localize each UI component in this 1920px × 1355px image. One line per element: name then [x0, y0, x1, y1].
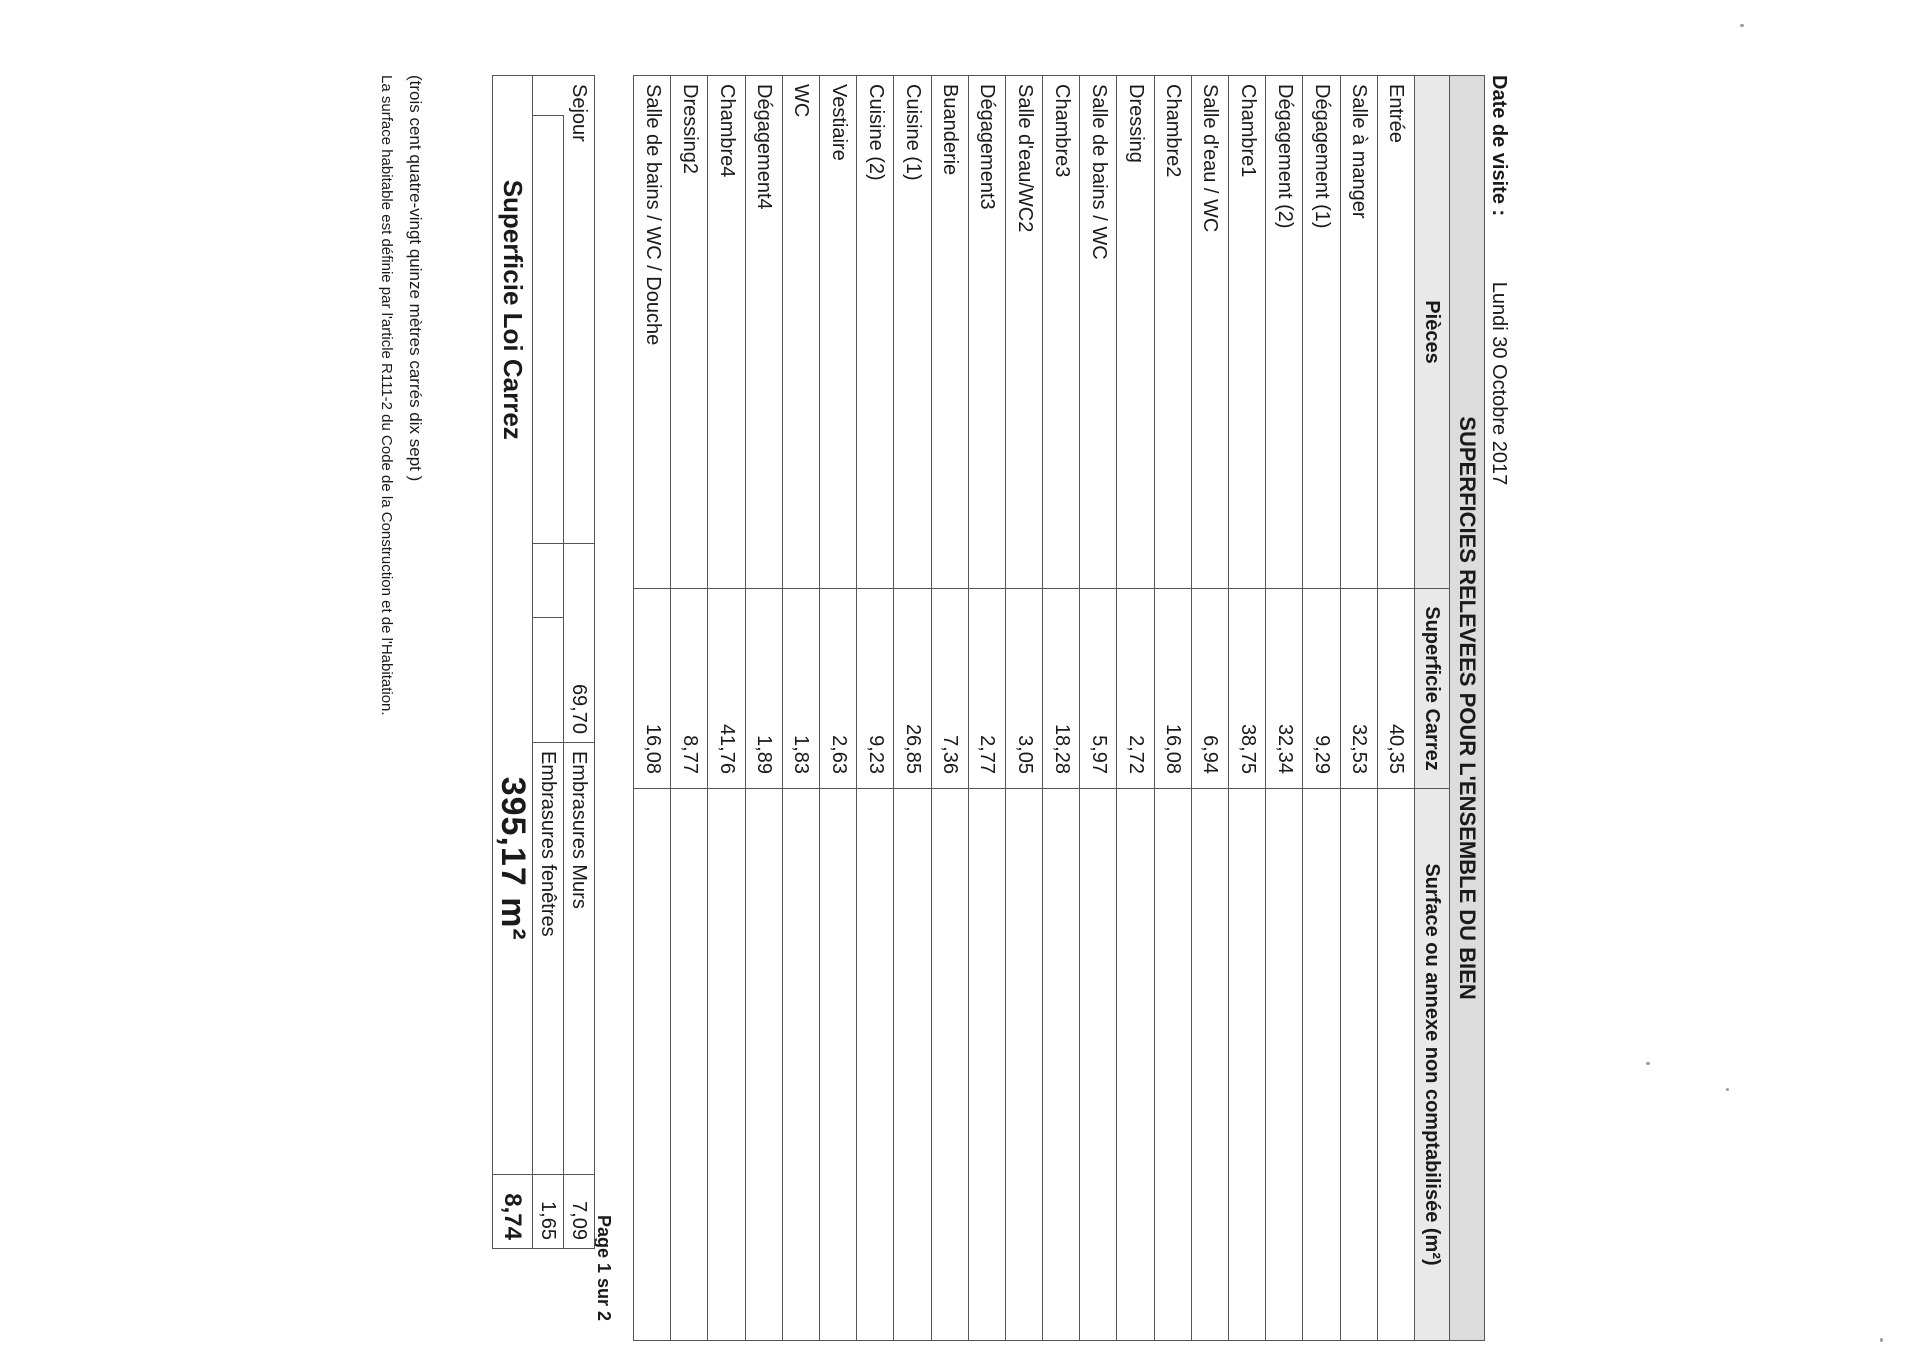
piece-name: Chambre2 [1154, 76, 1191, 589]
carrez-value: 1,83 [782, 589, 819, 789]
piece-name: Chambre4 [708, 76, 745, 589]
total-number: 395,17 [494, 776, 532, 887]
annex-value [1303, 789, 1340, 1341]
piece-name: Dégagement (2) [1266, 76, 1303, 589]
piece-name: Salle de bains / WC / Douche [634, 76, 671, 589]
scan-speck [1646, 1062, 1650, 1065]
annex-label-walls: Embrasures Murs [564, 743, 595, 1175]
annex-value [931, 789, 968, 1341]
totals-block [492, 75, 595, 1249]
piece-name: Vestiaire [820, 76, 857, 589]
annex-value [1154, 789, 1191, 1341]
carrez-value: 26,85 [894, 589, 931, 789]
visit-label: Date de visite : [1488, 75, 1510, 217]
piece-name: Entrée [1377, 76, 1414, 589]
annex-value [1229, 789, 1266, 1341]
carrez-value: 16,08 [1154, 589, 1191, 789]
annex-value [1377, 789, 1414, 1341]
table-body [634, 76, 1415, 1341]
visit-date: Lundi 30 Octobre 2017 [1488, 281, 1510, 486]
piece-name: Cuisine (2) [857, 76, 894, 589]
annex-value [1266, 789, 1303, 1341]
table-row [671, 76, 708, 1341]
carrez-value: 2,63 [820, 589, 857, 789]
total-in-words: (trois cent quatre-vingt quinze mètres carrés dix sept ) [406, 75, 425, 482]
carrez-value: 7,36 [931, 589, 968, 789]
table-row [1117, 76, 1154, 1341]
carrez-value: 16,08 [634, 589, 671, 789]
annex-value [1080, 789, 1117, 1341]
total-value [493, 544, 533, 1175]
table-row [857, 76, 894, 1341]
table-row [931, 76, 968, 1341]
scan-speck [1726, 1088, 1729, 1091]
piece-name: Buanderie [931, 76, 968, 589]
piece-name: Salle de bains / WC [1080, 76, 1117, 589]
total-unit: m² [494, 897, 532, 941]
carrez-value: 9,29 [1303, 589, 1340, 789]
carrez-value: 8,77 [671, 589, 708, 789]
carrez-value: 5,97 [1080, 589, 1117, 789]
carrez-value: 32,53 [1340, 589, 1377, 789]
carrez-value: 18,28 [1043, 589, 1080, 789]
piece-name: Salle à manger [1340, 76, 1377, 589]
piece-name: Cuisine (1) [894, 76, 931, 589]
annex-value [634, 789, 671, 1341]
piece-name: Dégagement4 [745, 76, 782, 589]
carrez-value: 2,77 [968, 589, 1005, 789]
table-row [1266, 76, 1303, 1341]
annex-value [894, 789, 931, 1341]
table-row [820, 76, 857, 1341]
piece-name: Chambre3 [1043, 76, 1080, 589]
table-row [968, 76, 1005, 1341]
annex-value [745, 789, 782, 1341]
piece-name: Salle d'eau / WC [1191, 76, 1228, 589]
table-row [1154, 76, 1191, 1341]
column-header-annexe: Surface ou annexe non comptabilisée (m²) [1415, 789, 1450, 1341]
annex-value [671, 789, 708, 1341]
table-row [1043, 76, 1080, 1341]
carrez-value: 38,75 [1229, 589, 1266, 789]
table-row [894, 76, 931, 1341]
column-header-carrez: Superficie Carrez [1415, 589, 1450, 789]
annex-value [968, 789, 1005, 1341]
piece-name: Dressing2 [671, 76, 708, 589]
sejour-value: 69,70 [564, 544, 595, 743]
piece-name: Dressing [1117, 76, 1154, 589]
carrez-value: 40,35 [1377, 589, 1414, 789]
annex-total: 8,74 [493, 1175, 533, 1249]
annex-value [1340, 789, 1377, 1341]
annex-label-windows: Embrasures fenêtres [533, 743, 564, 1175]
annex-value [1043, 789, 1080, 1341]
annex-value [820, 789, 857, 1341]
table-row [634, 76, 671, 1341]
annex-value [857, 789, 894, 1341]
annex-value-windows: 1,65 [533, 1175, 564, 1249]
scan-speck [1880, 1338, 1883, 1342]
total-label: Superficie Loi Carrez [493, 76, 533, 544]
annex-value [1005, 789, 1042, 1341]
carrez-value: 32,34 [1266, 589, 1303, 789]
legal-footnote: La surface habitable est définie par l'article R111-2 du Code de la Construction et de l'Habitation. [378, 75, 395, 716]
piece-name: WC [782, 76, 819, 589]
carrez-value: 9,23 [857, 589, 894, 789]
carrez-value: 6,94 [1191, 589, 1228, 789]
piece-name: Dégagement (1) [1303, 76, 1340, 589]
table-row [1191, 76, 1228, 1341]
page-number: Page 1 sur 2 [594, 1215, 614, 1322]
visit-date-line [1487, 75, 1510, 485]
piece-name: Dégagement3 [968, 76, 1005, 589]
table-row [1340, 76, 1377, 1341]
annex-value [708, 789, 745, 1341]
annex-value [1191, 789, 1228, 1341]
table-row [1005, 76, 1042, 1341]
annex-value [782, 789, 819, 1341]
scan-speck [1740, 24, 1744, 27]
carrez-value: 2,72 [1117, 589, 1154, 789]
annex-value-walls: 7,09 [564, 1175, 595, 1249]
table-row [1080, 76, 1117, 1341]
piece-name: Chambre1 [1229, 76, 1266, 589]
carrez-value: 41,76 [708, 589, 745, 789]
document-page [280, 75, 1510, 1340]
annex-value [1117, 789, 1154, 1341]
sejour-label: Sejour [564, 76, 595, 544]
table-title: SUPERFICIES RELEVEES POUR L'ENSEMBLE DU BIEN [1450, 76, 1485, 1341]
column-header-pieces: Pièces [1415, 76, 1450, 589]
table-row [1229, 76, 1266, 1341]
table-row [782, 76, 819, 1341]
table-row [745, 76, 782, 1341]
table-row [1303, 76, 1340, 1341]
table-row [1377, 76, 1414, 1341]
carrez-value: 3,05 [1005, 589, 1042, 789]
carrez-value: 1,89 [745, 589, 782, 789]
piece-name: Salle d'eau/WC2 [1005, 76, 1042, 589]
table-row [708, 76, 745, 1341]
surfaces-table [633, 75, 1485, 1341]
